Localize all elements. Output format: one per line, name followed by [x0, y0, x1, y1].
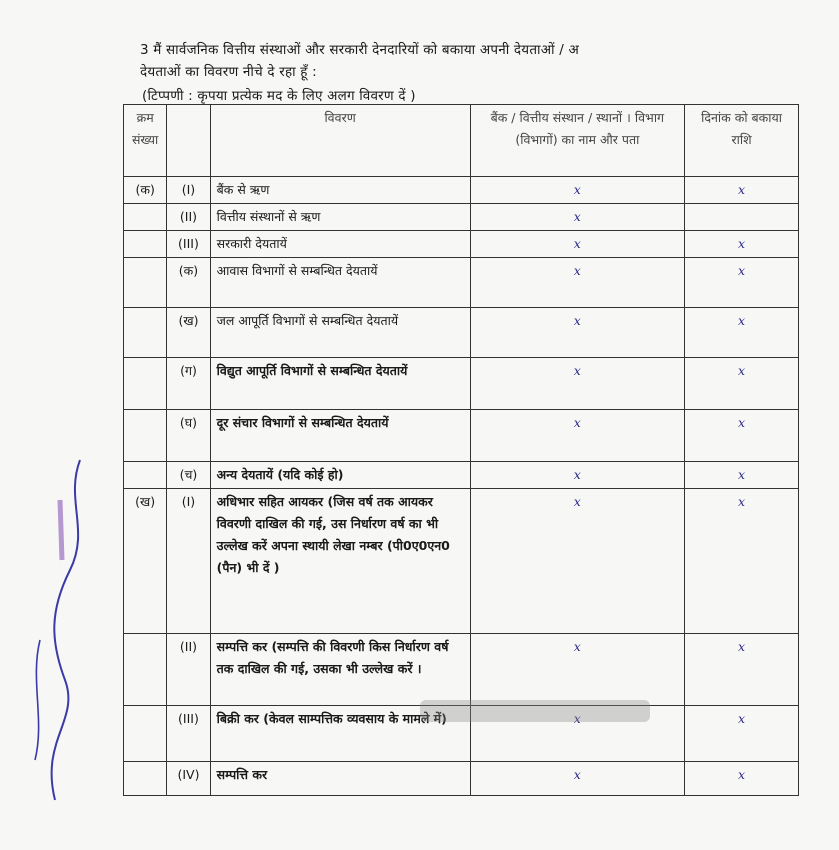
group-label: [124, 204, 167, 231]
table-row: [124, 308, 799, 358]
item-number: (IV): [167, 762, 210, 796]
item-details: अन्य देयतायें (यदि कोई हो): [210, 462, 470, 489]
table-row: [124, 258, 799, 308]
amount-mark: x: [685, 634, 799, 706]
item-number: (च): [167, 462, 210, 489]
group-label: [124, 258, 167, 308]
item-details: बैंक से ऋण: [210, 177, 470, 204]
item-details: जल आपूर्ति विभागों से सम्बन्धित देयतायें: [210, 308, 470, 358]
item-number: (II): [167, 634, 210, 706]
bank-mark: x: [470, 204, 685, 231]
item-number: (II): [167, 204, 210, 231]
bank-mark: x: [470, 231, 685, 258]
table-row: [124, 462, 799, 489]
bank-mark: x: [470, 258, 685, 308]
table-row: [124, 231, 799, 258]
table-row: [124, 762, 799, 796]
amount-mark: [685, 204, 799, 231]
intro-line-2: देयताओं का विवरण नीचे दे रहा हूँ :: [140, 64, 317, 80]
item-details: बिक्री कर (केवल साम्पत्तिक व्यवसाय के मामले में): [210, 706, 470, 762]
bank-mark: x: [470, 762, 685, 796]
table-row: [124, 489, 799, 634]
bank-mark: x: [470, 410, 685, 462]
amount-mark: x: [685, 462, 799, 489]
group-label: [124, 308, 167, 358]
group-label: [124, 410, 167, 462]
item-details: सम्पत्ति कर (सम्पत्ति की विवरणी किस निर्धारण वर्ष तक दाखिल की गई, उसका भी उल्लेख करें ।: [210, 634, 470, 706]
bank-mark: x: [470, 462, 685, 489]
note: (टिप्पणी : कृपया प्रत्येक मद के लिए अलग विवरण दें ): [142, 88, 416, 104]
item-number: (I): [167, 489, 210, 634]
item-details: अधिभार सहित आयकर (जिस वर्ष तक आयकर विवरणी दाखिल की गई, उस निर्धारण वर्ष का भी उल्लेख करें अपना स्थायी लेखा नम्बर (पी0ए0एन0 (पैन) भी दें ): [210, 489, 470, 634]
table-row: [124, 634, 799, 706]
item-details: आवास विभागों से सम्बन्धित देयतायें: [210, 258, 470, 308]
amount-mark: x: [685, 358, 799, 410]
header-amount: दिनांक को बकाया राशि: [685, 105, 799, 177]
item-number: (III): [167, 231, 210, 258]
group-label: [124, 358, 167, 410]
header-bank: बैंक / वित्तीय संस्थान / स्थानों । विभाग (विभागों) का नाम और पता: [470, 105, 685, 177]
bank-mark: x: [470, 358, 685, 410]
bank-mark: x: [470, 706, 685, 762]
header-details: विवरण: [210, 105, 470, 177]
item-number: (घ): [167, 410, 210, 462]
item-details: सम्पत्ति कर: [210, 762, 470, 796]
group-label: [124, 762, 167, 796]
amount-mark: x: [685, 489, 799, 634]
amount-mark: x: [685, 706, 799, 762]
bank-mark: x: [470, 489, 685, 634]
group-label: [124, 634, 167, 706]
item-number: (क): [167, 258, 210, 308]
amount-mark: x: [685, 410, 799, 462]
group-label: [124, 706, 167, 762]
item-details: दूर संचार विभागों से सम्बन्धित देयतायें: [210, 410, 470, 462]
amount-mark: x: [685, 231, 799, 258]
item-number: (ग): [167, 358, 210, 410]
item-details: विद्युत आपूर्ति विभागों से सम्बन्धित देयतायें: [210, 358, 470, 410]
table-header: [124, 105, 799, 177]
bank-mark: x: [470, 308, 685, 358]
amount-mark: x: [685, 177, 799, 204]
ink-smudge: [420, 700, 650, 722]
amount-mark: x: [685, 258, 799, 308]
group-label: (क): [124, 177, 167, 204]
amount-mark: x: [685, 308, 799, 358]
amount-mark: x: [685, 762, 799, 796]
intro-line-1: 3 मैं सार्वजनिक वित्तीय संस्थाओं और सरकारी देनदारियों को बकाया अपनी देयताओं / अ: [140, 42, 579, 58]
table-row: [124, 358, 799, 410]
header-serial: क्रम संख्या: [124, 105, 167, 177]
bank-mark: x: [470, 634, 685, 706]
item-number: (ख): [167, 308, 210, 358]
group-label: [124, 462, 167, 489]
group-label: [124, 231, 167, 258]
signature: [10, 440, 100, 820]
item-number: (III): [167, 706, 210, 762]
table-row: [124, 204, 799, 231]
item-details: वित्तीय संस्थानों से ऋण: [210, 204, 470, 231]
table-row: [124, 177, 799, 204]
item-number: (I): [167, 177, 210, 204]
liabilities-table: [123, 104, 799, 796]
item-details: सरकारी देयतायें: [210, 231, 470, 258]
bank-mark: x: [470, 177, 685, 204]
table-row: [124, 410, 799, 462]
group-label: (ख): [124, 489, 167, 634]
